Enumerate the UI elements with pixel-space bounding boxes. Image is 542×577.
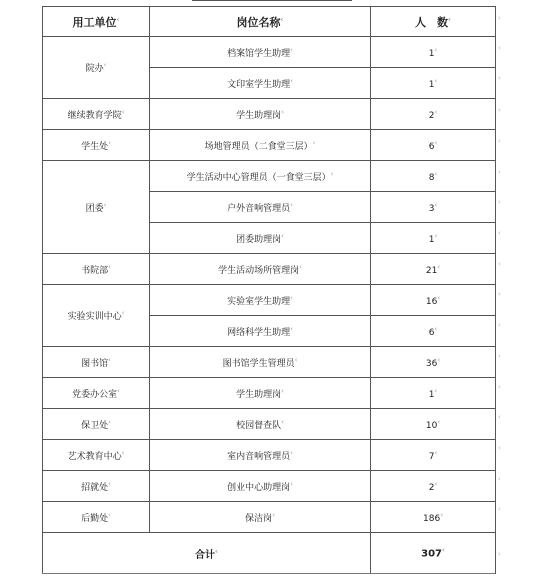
count-cell: 16‹ bbox=[371, 285, 496, 316]
count-cell: 21‹ bbox=[371, 254, 496, 285]
unit-cell: 党委办公室‹ bbox=[43, 378, 150, 409]
count-cell: 1‹ bbox=[371, 223, 496, 254]
header-position: 岗位名称‹ bbox=[150, 7, 371, 37]
position-cell: 团委助理岗‹ bbox=[150, 223, 371, 254]
position-cell: 文印室学生助理‹ bbox=[150, 68, 371, 99]
top-rule bbox=[192, 0, 352, 1]
position-cell: 户外音响管理员‹ bbox=[150, 192, 371, 223]
table-row bbox=[43, 285, 496, 316]
count-cell: 6‹ bbox=[371, 130, 496, 161]
table-row bbox=[43, 99, 496, 130]
header-count: 人 数‹ bbox=[371, 7, 496, 37]
unit-cell: 学生处‹ bbox=[43, 130, 150, 161]
position-cell: 场地管理员（二食堂三层）‹ bbox=[150, 130, 371, 161]
unit-cell: 团委‹ bbox=[43, 161, 150, 254]
unit-cell: 招就处‹ bbox=[43, 471, 150, 502]
position-cell: 校园督查队‹ bbox=[150, 409, 371, 440]
position-cell: 图书馆学生管理员‹ bbox=[150, 347, 371, 378]
count-cell: 36‹ bbox=[371, 347, 496, 378]
total-label: 合计‹ bbox=[43, 533, 371, 574]
position-cell: 学生活动中心管理员（一食堂三层）‹ bbox=[150, 161, 371, 192]
position-cell: 学生活动场所管理岗‹ bbox=[150, 254, 371, 285]
position-cell: 创业中心助理岗‹ bbox=[150, 471, 371, 502]
count-cell: 6‹ bbox=[371, 316, 496, 347]
unit-cell: 保卫处‹ bbox=[43, 409, 150, 440]
unit-cell: 实验实训中心‹ bbox=[43, 285, 150, 347]
unit-cell: 继续教育学院‹ bbox=[43, 99, 150, 130]
staffing-table bbox=[42, 6, 496, 574]
position-cell: 学生助理岗‹ bbox=[150, 99, 371, 130]
table-row bbox=[43, 440, 496, 471]
count-cell: 186‹ bbox=[371, 502, 496, 533]
table-row bbox=[43, 130, 496, 161]
unit-cell: 书院部‹ bbox=[43, 254, 150, 285]
position-cell: 网络科学生助理‹ bbox=[150, 316, 371, 347]
count-cell: 2‹ bbox=[371, 471, 496, 502]
unit-cell: 图书馆‹ bbox=[43, 347, 150, 378]
count-cell: 7‹ bbox=[371, 440, 496, 471]
page-bottom-rule bbox=[42, 573, 495, 574]
table-row bbox=[43, 502, 496, 533]
position-cell: 室内音响管理员‹ bbox=[150, 440, 371, 471]
header-row bbox=[43, 7, 496, 37]
count-cell: 1‹ bbox=[371, 37, 496, 68]
position-cell: 档案馆学生助理‹ bbox=[150, 37, 371, 68]
table-row bbox=[43, 161, 496, 192]
table-row bbox=[43, 471, 496, 502]
table-row bbox=[43, 347, 496, 378]
table-row bbox=[43, 409, 496, 440]
table-row bbox=[43, 37, 496, 68]
unit-cell: 艺术教育中心‹ bbox=[43, 440, 150, 471]
count-cell: 3‹ bbox=[371, 192, 496, 223]
position-cell: 学生助理岗‹ bbox=[150, 378, 371, 409]
unit-cell: 后勤处‹ bbox=[43, 502, 150, 533]
position-cell: 保洁岗‹ bbox=[150, 502, 371, 533]
unit-cell: 院办‹ bbox=[43, 37, 150, 99]
count-cell: 8‹ bbox=[371, 161, 496, 192]
count-cell: 1‹ bbox=[371, 378, 496, 409]
count-cell: 10‹ bbox=[371, 409, 496, 440]
total-count: 307‹ bbox=[371, 533, 496, 574]
position-cell: 实验室学生助理‹ bbox=[150, 285, 371, 316]
header-unit: 用工单位‹ bbox=[43, 7, 150, 37]
count-cell: 1‹ bbox=[371, 68, 496, 99]
table-row bbox=[43, 378, 496, 409]
table-row bbox=[43, 254, 496, 285]
count-cell: 2‹ bbox=[371, 99, 496, 130]
total-row bbox=[43, 533, 496, 574]
